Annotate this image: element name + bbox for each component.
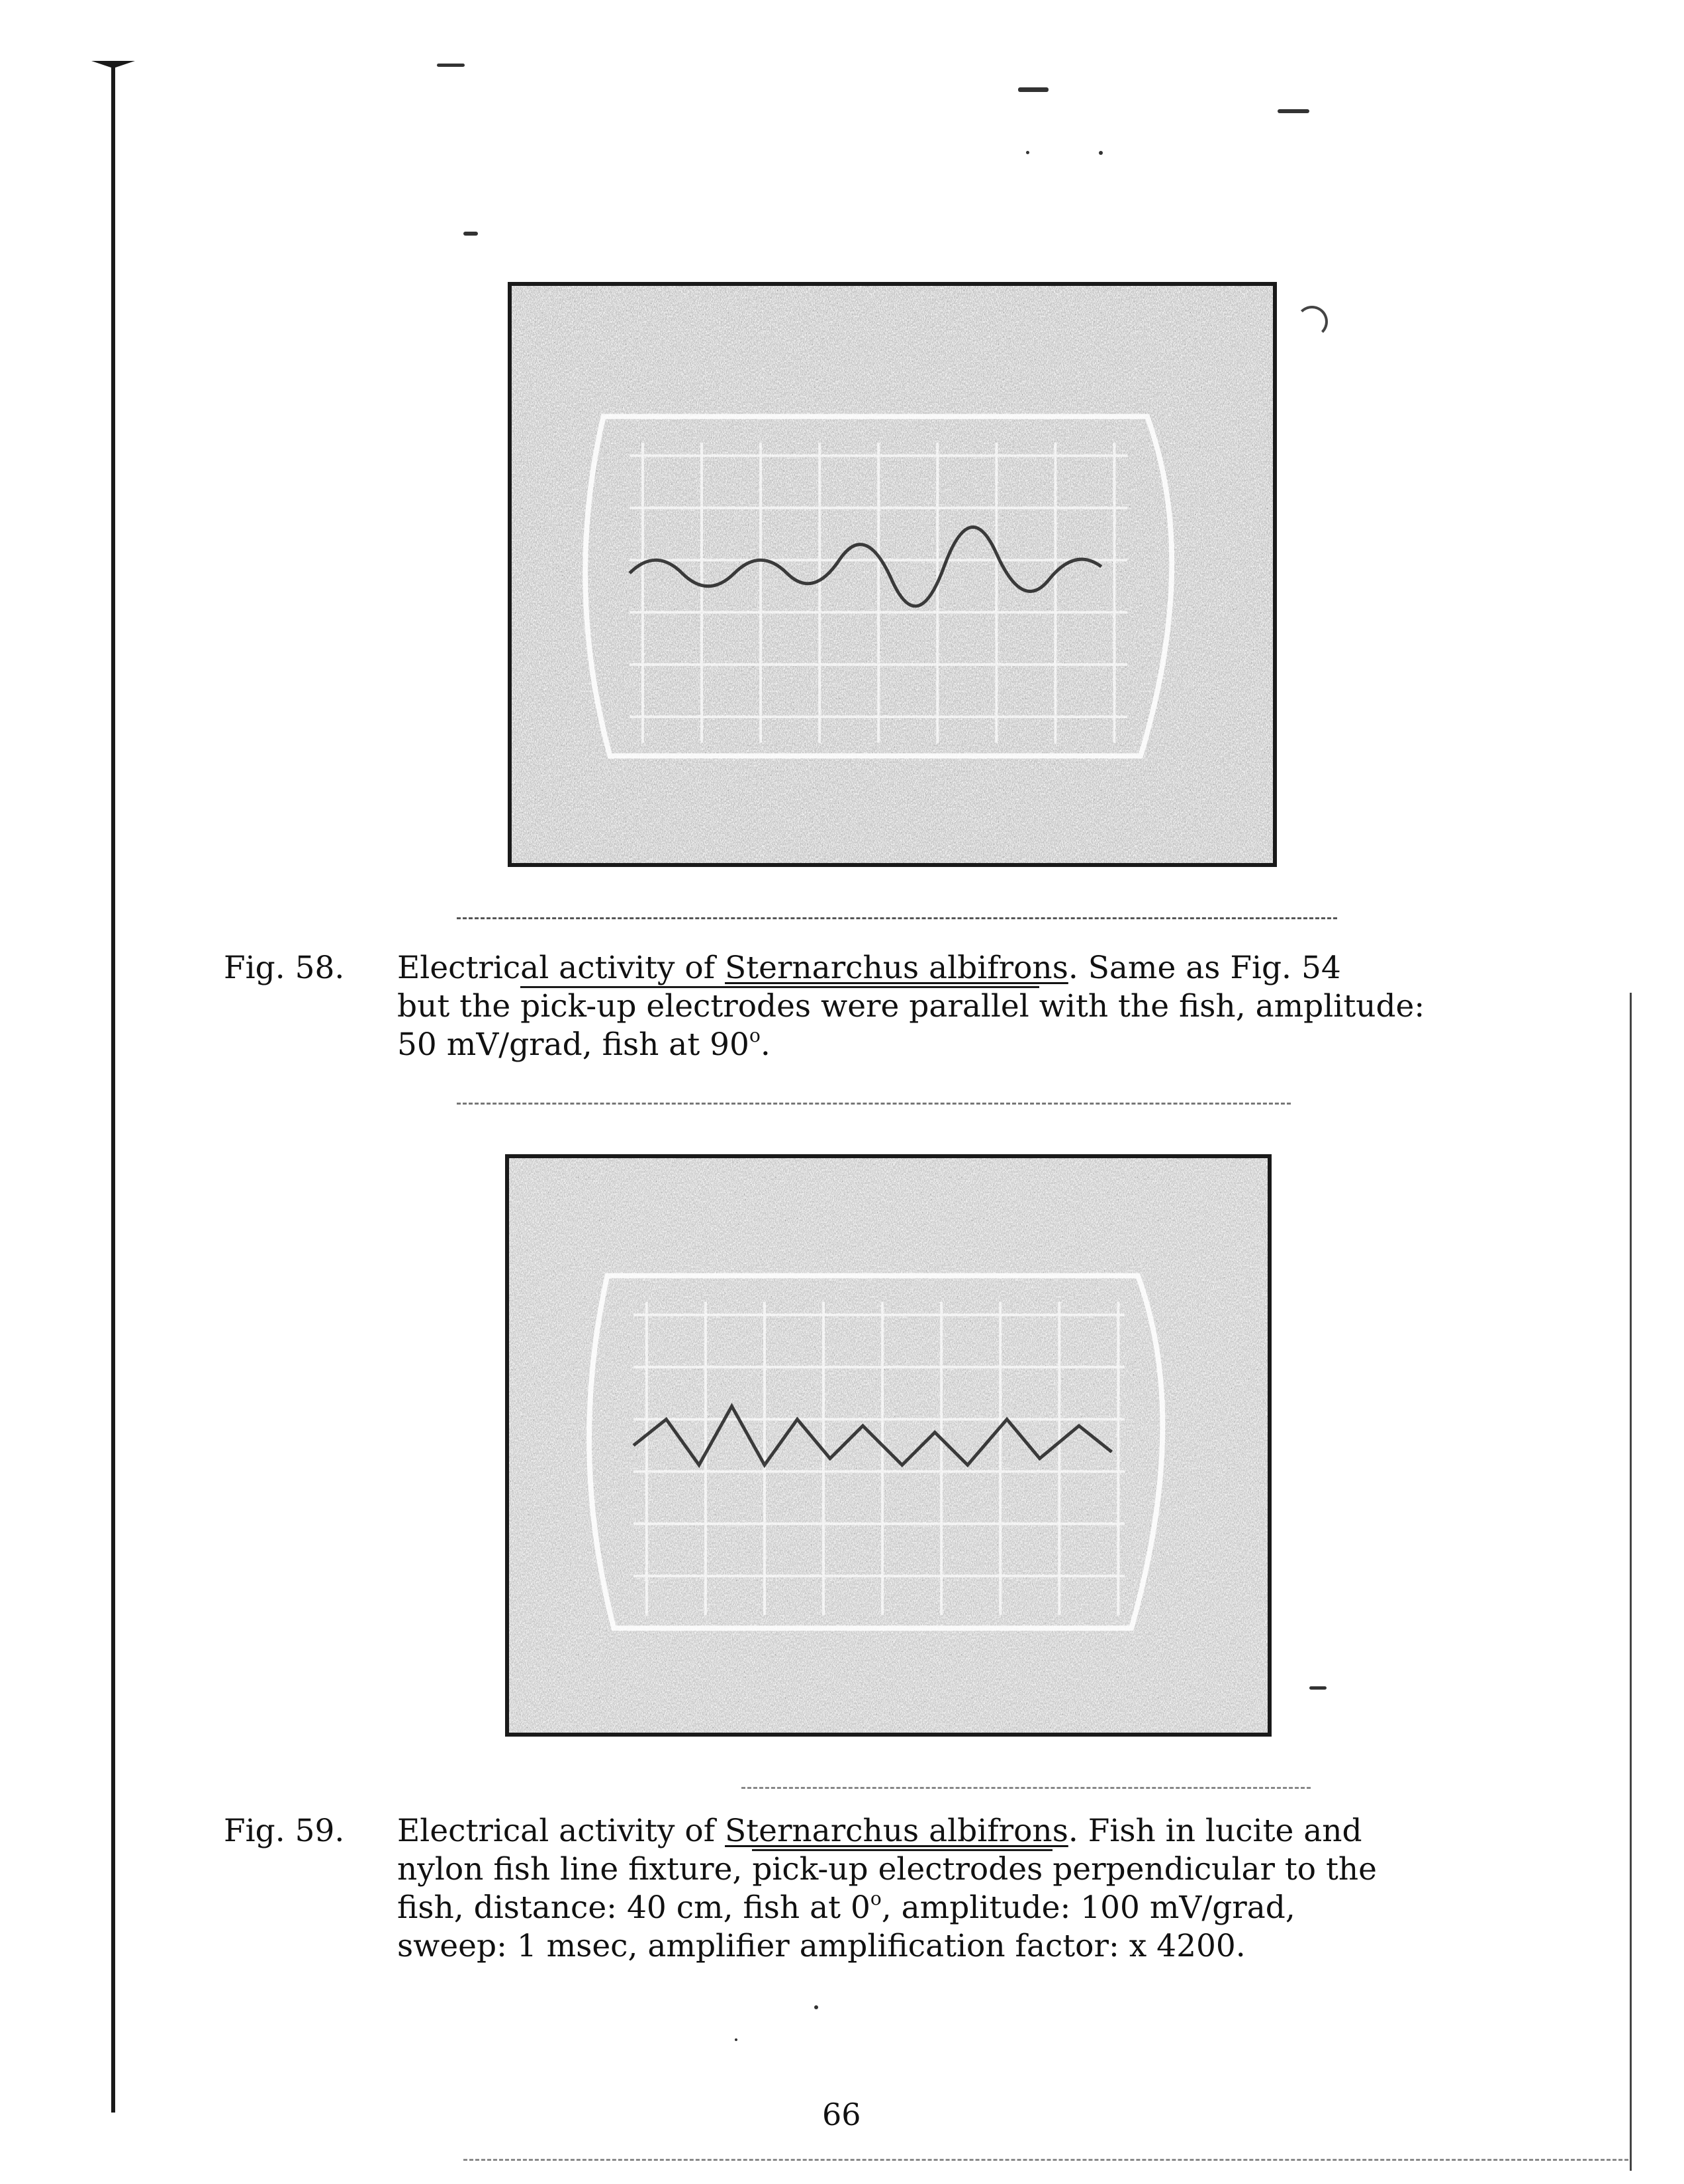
caption-text: pick-up electrodes	[752, 1849, 1052, 1888]
caption-text: .	[760, 1026, 771, 1063]
caption-line	[397, 987, 1509, 1026]
caption-line	[397, 1927, 1509, 1966]
figure-58-oscillogram	[508, 282, 1277, 867]
caption-text: sweep: 1 msec, amplifier amplification factor: x 4200.	[397, 1928, 1246, 1964]
page-number: 66	[822, 2097, 861, 2132]
figure-59-caption-text	[397, 1812, 1509, 1966]
caption-text: Electrical activity of	[397, 950, 725, 986]
scan-speck	[1278, 109, 1309, 113]
caption-text: fish, distance: 40 cm, fish at 0	[397, 1889, 870, 1926]
caption-text: nylon fish line fixture,	[397, 1851, 753, 1888]
scan-speck	[735, 2038, 737, 2041]
oscilloscope-trace-graphic	[512, 286, 1273, 863]
scan-speck	[1018, 87, 1049, 92]
species-name: Sternarchus albifrons	[725, 950, 1068, 986]
scan-speck	[1296, 306, 1328, 338]
degree-mark: o	[870, 1888, 882, 1909]
figure-59-label: Fig. 59.	[224, 1813, 345, 1849]
caption-text: but the	[397, 988, 521, 1024]
right-page-edge	[1630, 993, 1632, 2171]
left-margin-rule	[111, 61, 115, 2113]
caption-text: with the fish, amplitude:	[1039, 988, 1425, 1024]
scan-speck	[1026, 151, 1029, 154]
caption-line	[397, 1026, 1509, 1064]
caption-text: perpendicular to the	[1052, 1851, 1377, 1888]
oscilloscope-trace-graphic	[509, 1158, 1268, 1733]
caption-text: pick-up electrodes were parallel	[520, 986, 1039, 1024]
caption-text: Electrical activity of	[397, 1813, 725, 1849]
caption-text: . Fish in lucite and	[1068, 1813, 1362, 1849]
scan-dash-line	[457, 917, 1337, 919]
scan-speck	[1309, 1686, 1327, 1690]
scan-dash-line	[741, 1787, 1311, 1789]
figure-59-oscillogram	[505, 1154, 1272, 1737]
caption-line	[397, 949, 1509, 987]
figure-58-label: Fig. 58.	[224, 950, 345, 986]
species-name: Sternarchus albifrons	[725, 1813, 1068, 1849]
degree-mark: o	[749, 1024, 761, 1046]
caption-text: . Same as Fig. 54	[1068, 950, 1341, 986]
figure-58-caption-text	[397, 949, 1509, 1064]
caption-line	[397, 1812, 1509, 1850]
scan-speck	[814, 2005, 818, 2009]
caption-text: , amplitude: 100 mV/grad,	[881, 1889, 1295, 1926]
scan-speck	[1099, 151, 1103, 155]
scan-speck	[437, 64, 465, 67]
caption-line	[397, 1889, 1509, 1927]
bottom-scan-edge	[463, 2159, 1628, 2161]
caption-text: 50 mV/grad, fish at 90	[397, 1026, 749, 1063]
caption-line	[397, 1850, 1509, 1889]
scan-dash-line	[457, 1103, 1291, 1105]
scan-speck	[463, 232, 478, 236]
